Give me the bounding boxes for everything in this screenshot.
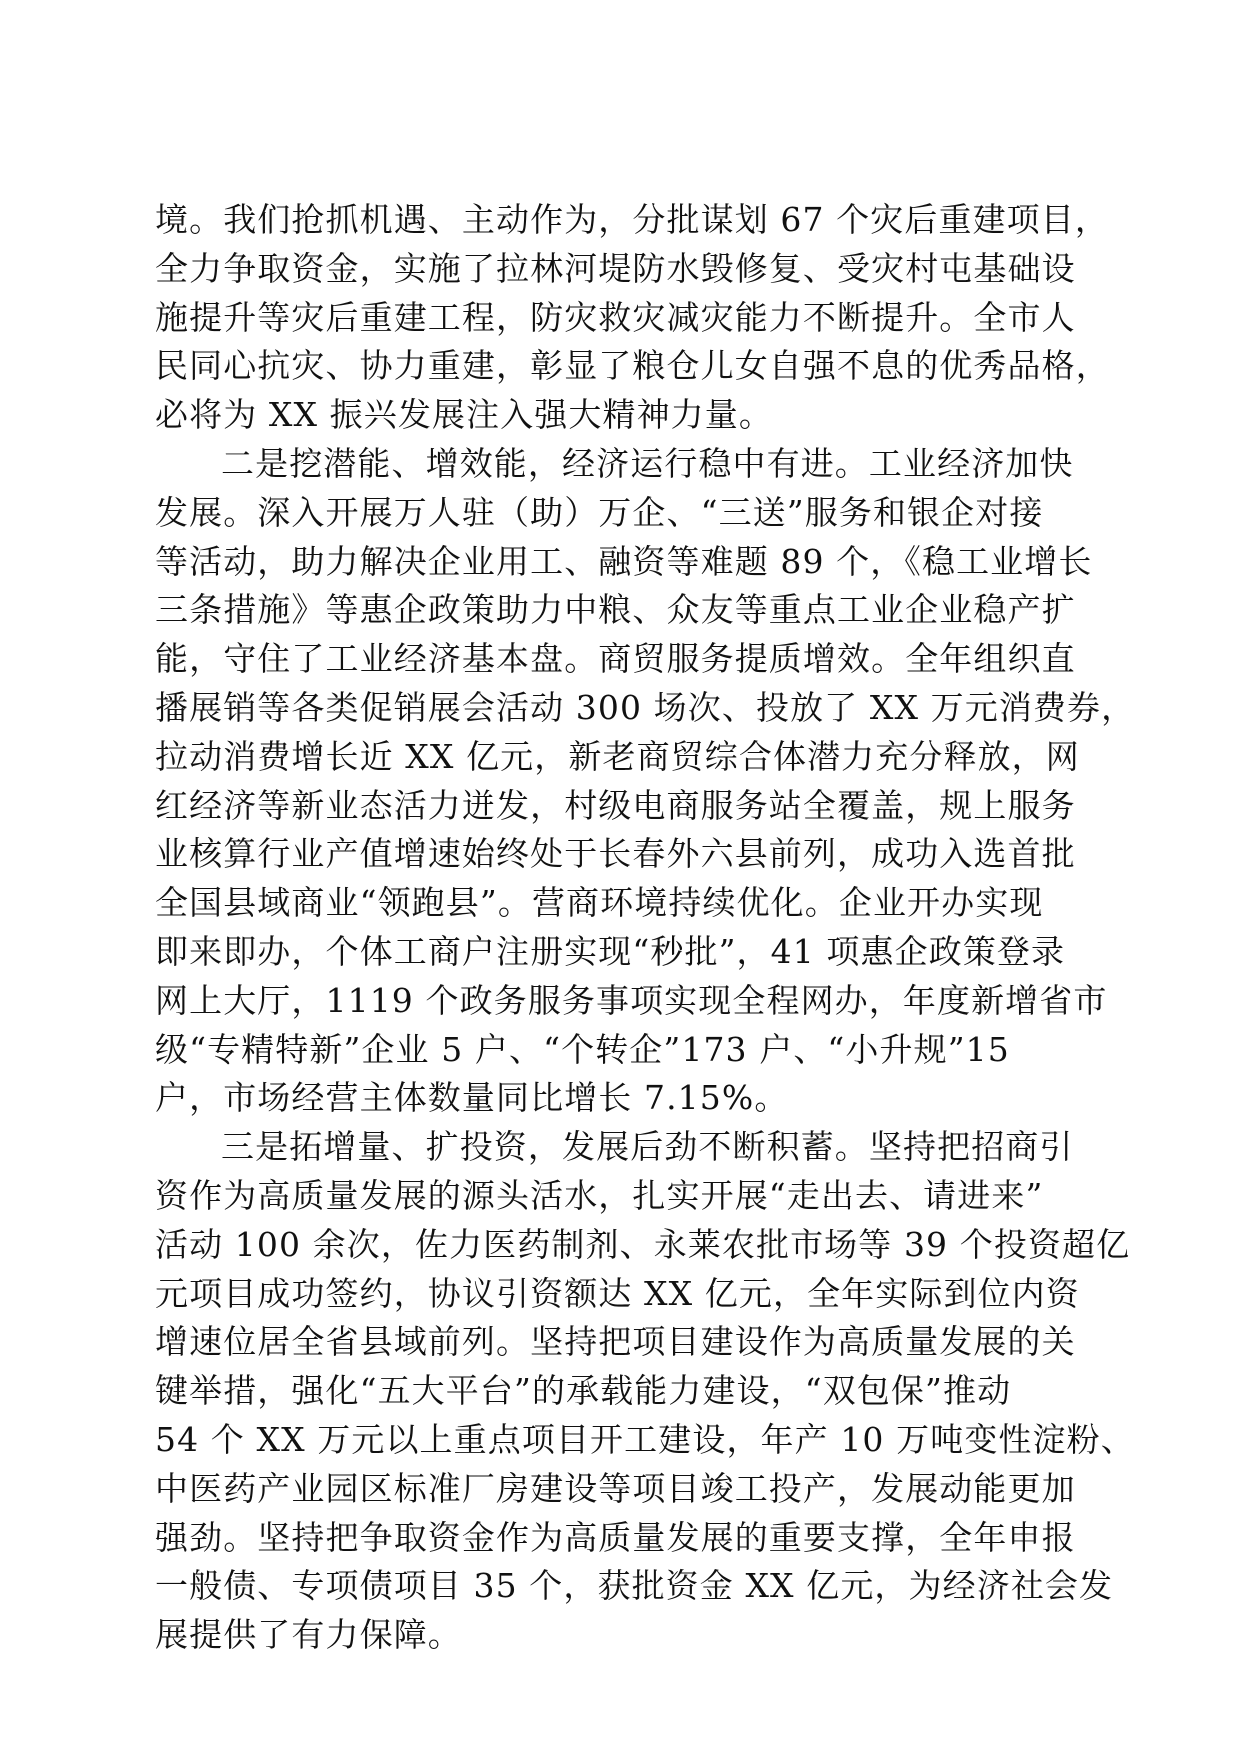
text-line: 增速位居全省县域前列。坚持把项目建设作为高质量发展的关 [155, 1322, 1076, 1362]
text-line: 元项目成功签约，协议引资额达 XX 亿元，全年实际到位内资 [155, 1273, 1080, 1313]
text-line: 播展销等各类促销展会活动 300 场次、投放了 XX 万元消费券， [155, 687, 1136, 727]
text-line: 等活动，助力解决企业用工、融资等难题 89 个，《稳工业增长 [155, 541, 1093, 581]
text-line: 网上大厅，1119 个政务服务事项实现全程网办，年度新增省市 [155, 980, 1108, 1020]
text-line: 施提升等灾后重建工程，防灾救灾减灾能力不断提升。全市人 [155, 297, 1076, 337]
paragraph-continuation [155, 196, 1110, 440]
text-line: 键举措，强化“五大平台”的承载能力建设，“双包保”推动 [155, 1371, 1012, 1411]
text-line: 户，市场经营主体数量同比增长 7.15%。 [155, 1078, 789, 1118]
text-line: 能，守住了工业经济基本盘。商贸服务提质增效。全年组织直 [155, 639, 1076, 679]
text-line: 全力争取资金，实施了拉林河堤防水毁修复、受灾村屯基础设 [155, 248, 1076, 288]
text-line: 54 个 XX 万元以上重点项目开工建设，年产 10 万吨变性淀粉、 [155, 1419, 1135, 1459]
text-line: 三条措施》等惠企政策助力中粮、众友等重点工业企业稳产扩 [155, 590, 1076, 630]
document-body [155, 196, 1136, 1660]
text-line: 一般债、专项债项目 35 个，获批资金 XX 亿元，为经济社会发 [155, 1566, 1114, 1606]
text-line: 三是拓增量、扩投资，发展后劲不断积蓄。坚持把招商引 [221, 1127, 1074, 1167]
text-line: 强劲。坚持把争取资金作为高质量发展的重要支撑，全年申报 [155, 1517, 1076, 1557]
text-line: 即来即办，个体工商户注册实现“秒批”，41 项惠企政策登录 [155, 931, 1066, 971]
text-line: 民同心抗灾、协力重建，彰显了粮仓儿女自强不息的优秀品格， [155, 346, 1110, 386]
text-line: 级“专精特新”企业 5 户、“个转企”173 户、“小升规”15 [155, 1029, 1010, 1069]
text-line: 必将为 XX 振兴发展注入强大精神力量。 [155, 395, 773, 435]
paragraph-economy [155, 440, 1136, 1123]
text-line: 中医药产业园区标准厂房建设等项目竣工投产，发展动能更加 [155, 1468, 1076, 1508]
text-line: 展提供了有力保障。 [155, 1615, 462, 1655]
text-line: 活动 100 余次，佐力医药制剂、永莱农批市场等 39 个投资超亿 [155, 1224, 1131, 1264]
text-line: 业核算行业产值增速始终处于长春外六县前列，成功入选首批 [155, 834, 1076, 874]
text-line: 资作为高质量发展的源头活水，扎实开展“走出去、请进来” [155, 1175, 1044, 1215]
text-line: 境。我们抢抓机遇、主动作为，分批谋划 67 个灾后重建项目， [155, 200, 1109, 239]
text-line: 全国县域商业“领跑县”。营商环境持续优化。企业开办实现 [155, 883, 1044, 923]
text-line: 发展。深入开展万人驻（助）万企、“三送”服务和银企对接 [155, 492, 1044, 532]
text-line: 红经济等新业态活力迸发，村级电商服务站全覆盖，规上服务 [155, 785, 1076, 825]
text-line: 二是挖潜能、增效能，经济运行稳中有进。工业经济加快 [221, 443, 1074, 483]
paragraph-investment [155, 1123, 1135, 1660]
text-line: 拉动消费增长近 XX 亿元，新老商贸综合体潜力充分释放，网 [155, 736, 1080, 776]
